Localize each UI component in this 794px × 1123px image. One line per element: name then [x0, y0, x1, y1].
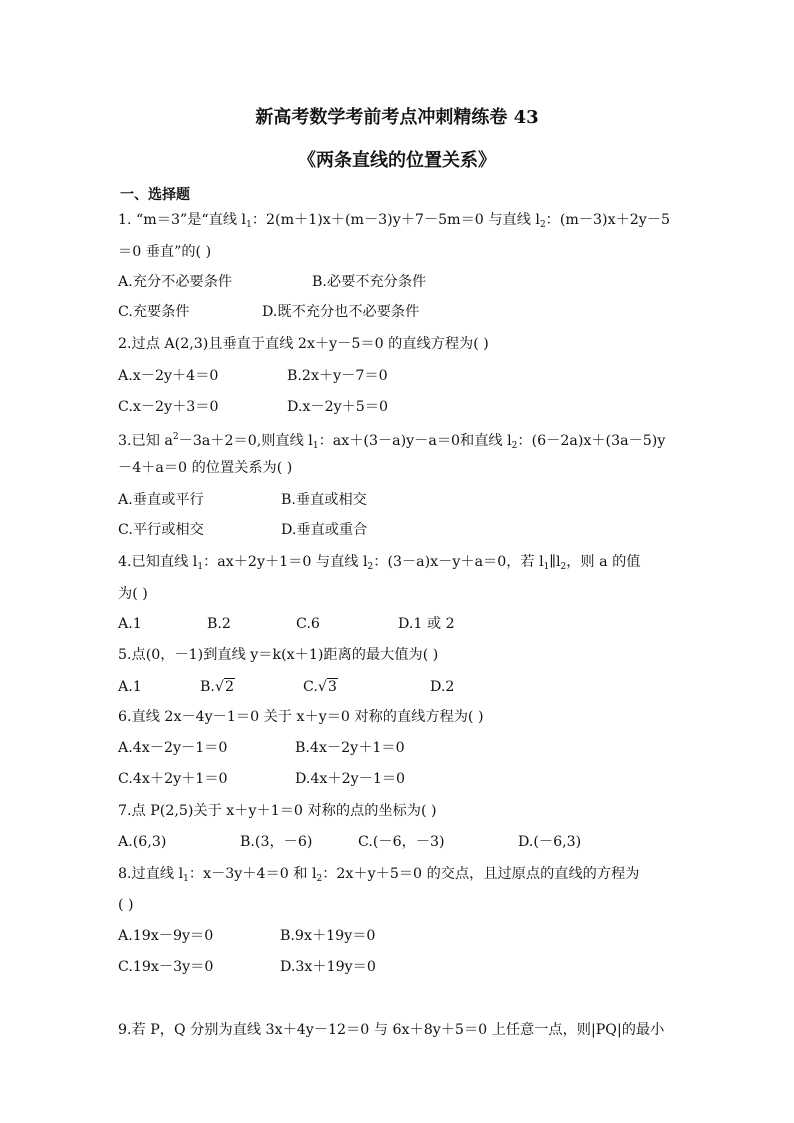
q2-option-c: C.x－2y＋3＝0 — [118, 399, 219, 415]
q1-option-a: A.充分不必要条件 — [118, 274, 233, 290]
q5-option-b: B.√2 — [200, 679, 235, 695]
sqrt-symbol: √2 — [214, 679, 235, 695]
q1-stem-line1: 1. “m＝3”是“直线 $l_1$：2(m＋1)x＋(m－3)y＋7－5m＝0 与直线 $l_2$：(m－3)x＋2y－5 — [118, 212, 671, 230]
q5-option-a: A.1 — [118, 679, 142, 695]
q4-stem-line1: 4.已知直线 $l_1$：ax＋2y＋1＝0 与直线 $l_2$：(3－a)x－y＋a＝0，若 $l_1\parallel l_2$，则 a 的值 — [118, 554, 641, 572]
q4-option-d: D.1 或 2 — [398, 616, 455, 632]
q3-option-c: C.平行或相交 — [118, 522, 204, 538]
q9-stem: 9.若 P，Q 分别为直线 3x＋4y－12＝0 与 6x＋8y＋5＝0 上任意一点，则|PQ|的最小 — [118, 1022, 665, 1038]
q6-option-d: D.4x＋2y－1＝0 — [295, 771, 406, 787]
q7-stem: 7.点 P(2,5)关于 x＋y＋1＝0 对称的点的坐标为( ) — [118, 803, 437, 819]
q5-stem: 5.点(0，－1)到直线 y＝k(x＋1)距离的最大值为( ) — [118, 647, 439, 663]
q6-stem: 6.直线 2x－4y－1＝0 关于 x＋y＝0 对称的直线方程为( ) — [118, 709, 484, 725]
q8-stem-line2: ( ) — [118, 897, 134, 913]
q1-option-b: B.必要不充分条件 — [312, 274, 427, 290]
q7-option-a: A.(6,3) — [118, 834, 167, 850]
q3-stem-line2: －4＋a＝0 的位置关系为( ) — [118, 460, 293, 476]
q4-option-c: C.6 — [296, 616, 320, 632]
q2-stem: 2.过点 A(2,3)且垂直于直线 2x＋y－5＝0 的直线方程为( ) — [118, 336, 489, 352]
exam-title: 新高考数学考前考点冲刺精练卷 43 — [255, 107, 539, 128]
q2-option-b: B.2x＋y－7＝0 — [287, 368, 388, 384]
q1-stem-line2: ＝0 垂直”的( ) — [118, 244, 212, 260]
q7-option-c: C.(－6，－3) — [358, 834, 445, 850]
q4-option-b: B.2 — [207, 616, 231, 632]
exam-subtitle: 《两条直线的位置关系》 — [298, 150, 496, 171]
q8-option-d: D.3x＋19y＝0 — [280, 959, 376, 975]
section-heading: 一、选择题 — [120, 187, 190, 203]
q6-option-b: B.4x－2y＋1＝0 — [295, 740, 405, 756]
q7-option-b: B.(3，－6) — [240, 834, 313, 850]
q8-stem-line1: 8.过直线 $l_1$：x－3y＋4＝0 和 $l_2$：2x＋y＋5＝0 的交点，且过原点的直线的方程为 — [118, 866, 640, 884]
q6-option-c: C.4x＋2y＋1＝0 — [118, 771, 228, 787]
q4-stem-line2: 为( ) — [118, 586, 148, 602]
q1-option-c: C.充要条件 — [118, 304, 190, 320]
q2-option-d: D.x－2y＋5＝0 — [287, 399, 389, 415]
q8-option-c: C.19x－3y＝0 — [118, 959, 214, 975]
q4-option-a: A.1 — [118, 616, 142, 632]
q3-option-a: A.垂直或平行 — [118, 492, 204, 508]
sqrt-symbol: √3 — [317, 679, 337, 695]
q3-option-b: B.垂直或相交 — [281, 492, 367, 508]
q5-option-d: D.2 — [430, 679, 455, 695]
q8-option-a: A.19x－9y＝0 — [118, 928, 214, 944]
q5-option-c: C.√3 — [303, 679, 337, 695]
q2-option-a: A.x－2y＋4＝0 — [118, 368, 219, 384]
q8-option-b: B.9x＋19y＝0 — [280, 928, 376, 944]
q7-option-d: D.(－6,3) — [518, 834, 582, 850]
q3-option-d: D.垂直或重合 — [281, 522, 368, 538]
q3-stem-line1: 3.已知 $a^2-3a+2=0$,则直线 $l_1$：ax＋(3－a)y－a＝0和直线 $l_2$：(6－2a)x＋(3a－5)y — [118, 432, 666, 451]
q1-option-d: D.既不充分也不必要条件 — [262, 304, 420, 320]
q6-option-a: A.4x－2y－1＝0 — [118, 740, 228, 756]
